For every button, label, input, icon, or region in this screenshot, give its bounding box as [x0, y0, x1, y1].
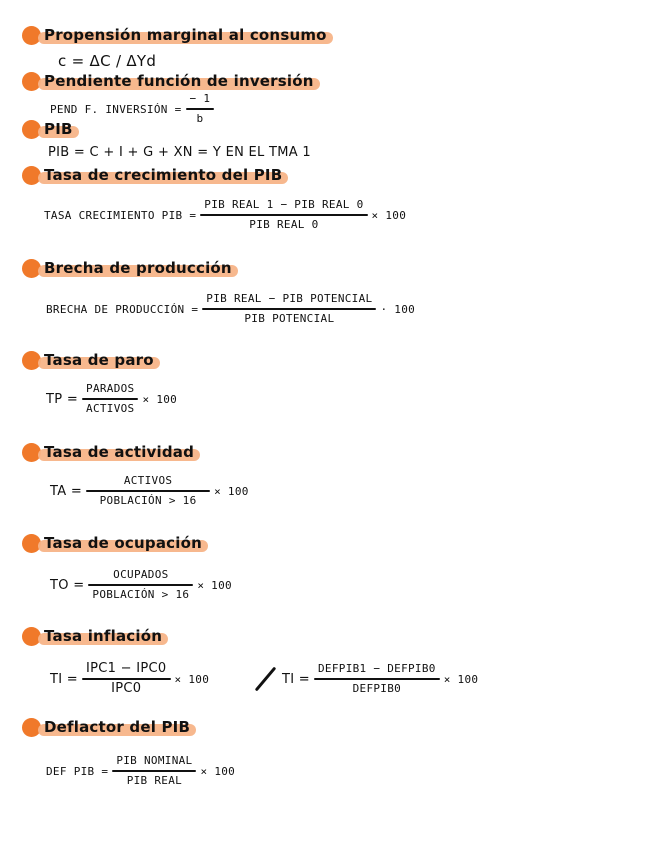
- heading-crecimiento: [22, 164, 282, 186]
- section-title: Tasa de paro: [44, 351, 154, 369]
- formula-rhs: × 100: [197, 578, 232, 592]
- fraction: [200, 198, 367, 232]
- numerator: DEFPIB1 − DEFPIB0: [318, 662, 436, 675]
- section-actividad: [22, 441, 194, 463]
- fraction-bar: [112, 770, 196, 772]
- section-crecimiento: [22, 164, 282, 186]
- section-title: Tasa inflación: [44, 627, 163, 645]
- formula-lhs: TP =: [46, 391, 79, 407]
- formula-pmc: c = ΔC / ΔYd: [58, 52, 157, 70]
- fraction-bar: [200, 214, 367, 216]
- fraction-bar: [86, 490, 210, 492]
- numerator: PARADOS: [86, 382, 135, 395]
- section-ocupacion: [22, 532, 202, 554]
- formula-rhs: · 100: [380, 302, 416, 316]
- formula-lhs: DEF PIB =: [46, 764, 109, 778]
- numerator: − 1: [189, 92, 211, 105]
- formula-rhs: × 100: [214, 484, 249, 498]
- formula-rhs: × 100: [142, 392, 178, 406]
- section-title: Tasa de actividad: [44, 443, 195, 461]
- fraction-bar: [82, 678, 171, 680]
- formula-pib: PIB = C + I + G + XN = Y EN EL TMA 1: [48, 145, 311, 160]
- fraction-bar: [314, 678, 440, 680]
- heading-actividad: [22, 441, 194, 463]
- denominator: DEFPIB0: [352, 682, 402, 695]
- numerator: OCUPADOS: [113, 568, 169, 581]
- section-brecha: [22, 257, 232, 279]
- numerator: PIB NOMINAL: [116, 754, 193, 767]
- formula-inversion: [50, 92, 218, 126]
- section-inversion: [22, 70, 314, 92]
- denominator: b: [196, 112, 204, 125]
- numerator: IPC1 − IPC0: [86, 661, 167, 676]
- section-title: Deflactor del PIB: [44, 718, 191, 736]
- formula-lhs: TI =: [282, 671, 310, 687]
- denominator: IPC0: [111, 681, 142, 696]
- formula-rhs: × 100: [200, 764, 236, 778]
- formula-lhs: PEND F. INVERSIÓN =: [50, 102, 182, 116]
- heading-paro: [22, 349, 154, 371]
- formula-ocupacion: [50, 568, 232, 602]
- fraction-bar: [88, 584, 193, 586]
- section-pmc: [22, 24, 327, 46]
- denominator: POBLACIÓN > 16: [92, 588, 190, 601]
- formula-lhs: TASA CRECIMIENTO PIB =: [44, 208, 197, 222]
- heading-ocupacion: [22, 532, 202, 554]
- separator-slash-icon: [255, 667, 277, 692]
- formula-crecimiento: [44, 198, 406, 232]
- formula-lhs: TA =: [50, 483, 83, 499]
- formula-inflacion-deflactor: [282, 662, 478, 696]
- section-paro: [22, 349, 154, 371]
- fraction: [202, 292, 376, 326]
- fraction: [88, 568, 193, 602]
- fraction: [82, 662, 171, 696]
- fraction: [86, 474, 210, 508]
- numerator: ACTIVOS: [123, 474, 173, 487]
- denominator: ACTIVOS: [86, 402, 135, 415]
- fraction: [82, 382, 138, 416]
- section-title: Tasa de crecimiento del PIB: [44, 166, 283, 184]
- section-title: Tasa de ocupación: [44, 534, 202, 552]
- denominator: PIB REAL: [126, 774, 183, 787]
- section-title: PIB: [44, 120, 73, 138]
- formula-lhs: TI =: [50, 671, 78, 687]
- formula-brecha: [46, 292, 415, 326]
- denominator: PIB REAL 0: [249, 218, 319, 231]
- heading-inflacion: [22, 625, 162, 647]
- formula-rhs: × 100: [371, 208, 407, 222]
- heading-pib: [22, 118, 73, 140]
- fraction: [186, 92, 215, 126]
- formula-actividad: [50, 474, 249, 508]
- section-title: Propensión marginal al consumo: [44, 26, 327, 44]
- formula-lhs: BRECHA DE PRODUCCIÓN =: [46, 302, 199, 316]
- section-title: Pendiente función de inversión: [44, 72, 314, 90]
- heading-pmc: [22, 24, 327, 46]
- section-deflactor: [22, 716, 190, 738]
- fraction: [112, 754, 196, 788]
- fraction-bar: [82, 398, 138, 400]
- section-inflacion: [22, 625, 162, 647]
- formula-deflactor: [46, 754, 235, 788]
- fraction-bar: [186, 108, 215, 110]
- denominator: POBLACIÓN > 16: [99, 494, 197, 507]
- formula-paro: [46, 382, 177, 416]
- section-title: Brecha de producción: [44, 259, 232, 277]
- numerator: PIB REAL 1 − PIB REAL 0: [204, 198, 364, 211]
- fraction-bar: [202, 308, 376, 310]
- heading-inversion: [22, 70, 314, 92]
- heading-brecha: [22, 257, 232, 279]
- fraction: [314, 662, 440, 696]
- formula-rhs: × 100: [443, 672, 479, 686]
- section-pib: [22, 118, 73, 140]
- denominator: PIB POTENCIAL: [244, 312, 335, 325]
- formula-lhs: TO =: [50, 577, 85, 593]
- formula-inflacion-ipc: [50, 662, 209, 696]
- numerator: PIB REAL − PIB POTENCIAL: [206, 292, 373, 305]
- formula-rhs: × 100: [174, 672, 210, 686]
- heading-deflactor: [22, 716, 190, 738]
